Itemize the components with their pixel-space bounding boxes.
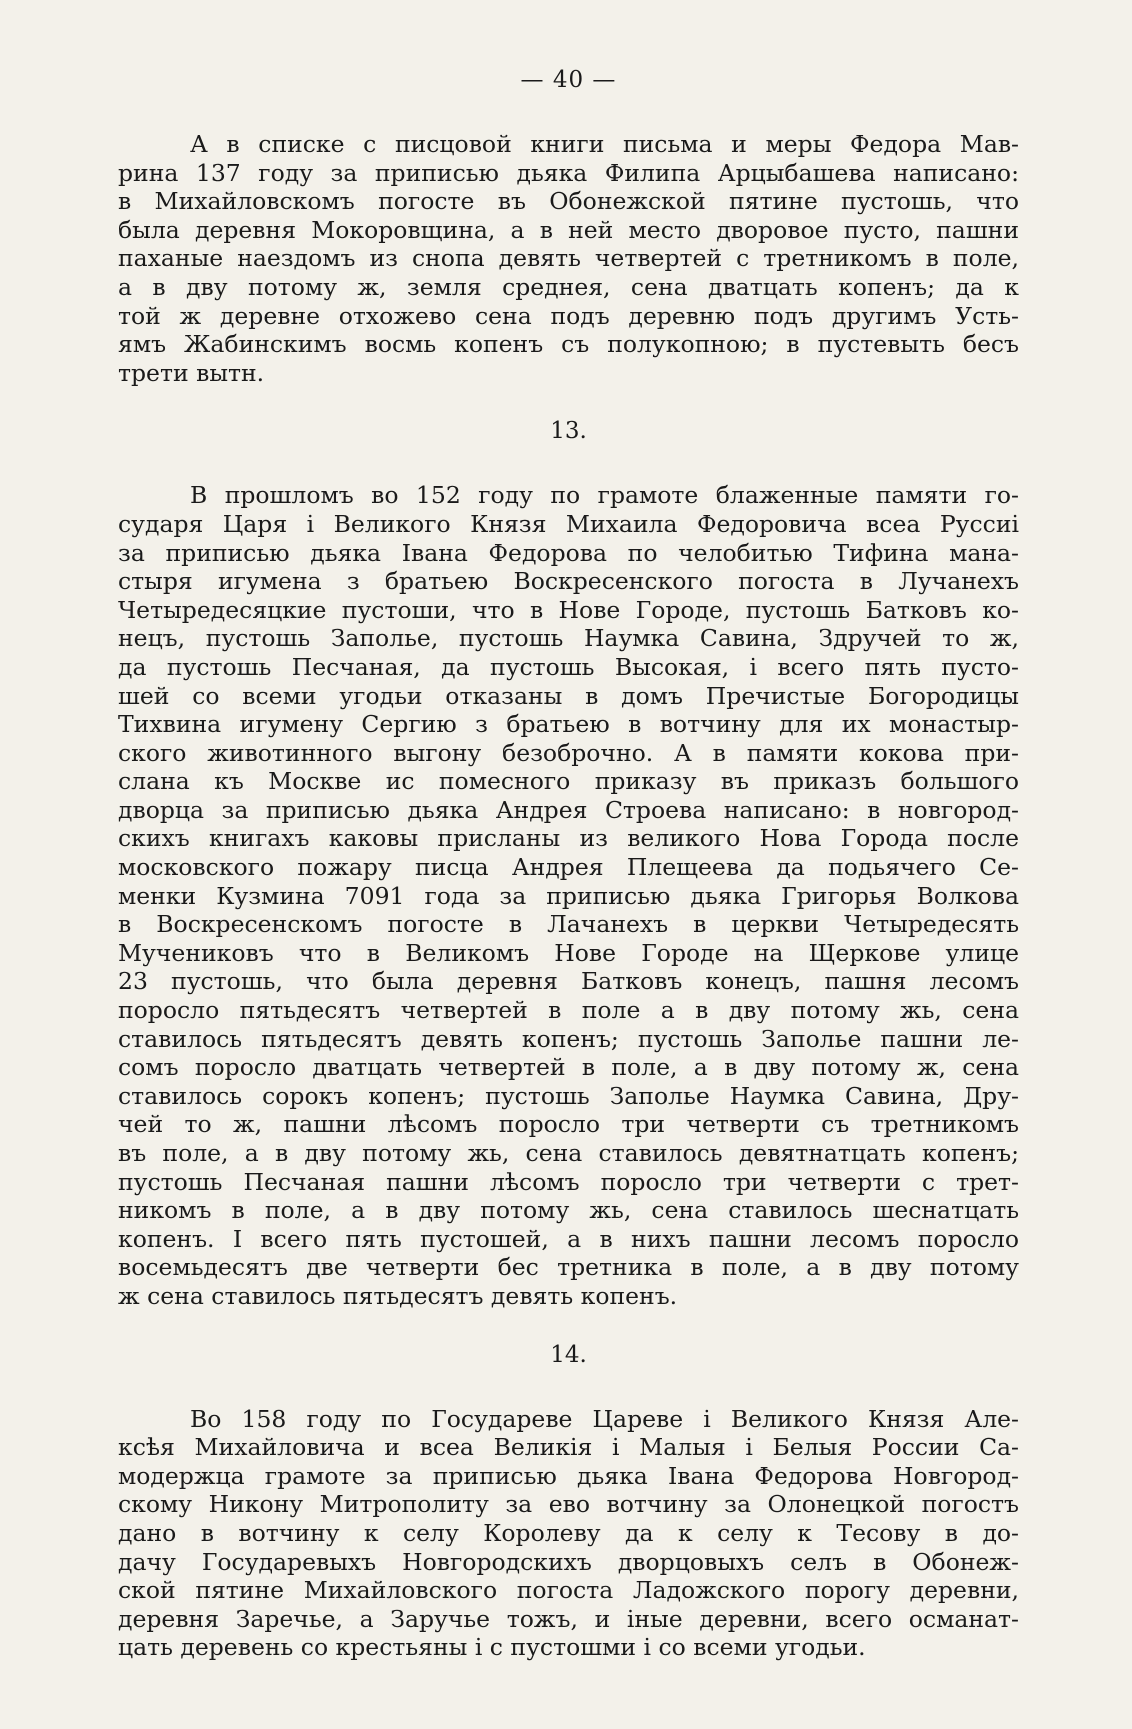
- text-line: Четыредесяцкие пустоши, что в Нове Городе, пустошь Батковъ ко-: [118, 595, 1019, 624]
- text-line: рина 137 году за приписью дьяка Филипа Арцыбашева написано:: [118, 158, 1019, 187]
- text-line: ставилось сорокъ копенъ; пустошь Заполье Наумка Савина, Дру-: [118, 1081, 1019, 1110]
- text-line: Тихвина игумену Сергию з братьею в вотчину для их монастыр-: [118, 710, 1019, 739]
- text-line: Мучениковъ что в Великомъ Нове Городе на Щеркове улице: [118, 938, 1019, 967]
- text-line: скихъ книгахъ каковы присланы из великого Нова Города после: [118, 824, 1019, 853]
- text-line: въ поле, а в дву потому жь, сена ставилось девятнатцать копенъ;: [118, 1139, 1019, 1167]
- text-line: цать деревень со крестьяны і с пустошми і со всеми угодьи.: [118, 1633, 866, 1662]
- text-line: ставилось пятьдесятъ девять копенъ; пустошь Заполье пашни ле-: [118, 1024, 1019, 1053]
- text-line: в Михайловскомъ погосте въ Обонежской пятине пустошь, что: [118, 187, 1019, 216]
- text-line: дано в вотчину к селу Королеву да к селу к Тесову в до-: [118, 1518, 1019, 1547]
- text-line: копенъ. І всего пять пустошей, а в нихъ пашни лесомъ поросло: [118, 1224, 1019, 1253]
- text-line: сомъ поросло дватцать четвертей в поле, а в дву потому ж, сена: [118, 1053, 1019, 1082]
- text-line: дворца за приписью дьяка Андрея Строева написано: в новгород-: [118, 795, 1019, 824]
- page-number: — 40 —: [520, 67, 617, 93]
- text-line: Во 158 году по Государеве Цареве і Великого Князя Але-: [190, 1404, 1019, 1433]
- text-line: за приписью дьяка Івана Федорова по челобитью Тифина мана-: [118, 538, 1019, 567]
- text-line: той ж деревне отхожево сена подъ деревню подъ другимъ Усть-: [118, 301, 1019, 330]
- text-line: В прошломъ во 152 году по грамоте блаженные памяти го-: [190, 481, 1019, 510]
- text-line: дачу Государевыхъ Новгородскихъ дворцовыхъ селъ в Обонеж-: [118, 1547, 1019, 1576]
- text-line: паханые наездомъ из снопа девять четвертей с третникомъ в поле,: [118, 244, 1019, 273]
- text-line: да пустошь Песчаная, да пустошь Высокая, і всего пять пусто-: [118, 652, 1019, 681]
- text-line: менки Кузмина 7091 года за приписью дьяка Григорья Волкова: [118, 881, 1019, 910]
- text-line: А в списке с писцовой книги письма и меры Федора Мав-: [190, 130, 1019, 158]
- section-number-14: 14.: [550, 1341, 587, 1368]
- text-line: ской пятине Михайловского погоста Ладожского порогу деревни,: [118, 1576, 1019, 1605]
- text-line: скому Никону Митрополиту за ево вотчину за Олонецкой погостъ: [118, 1490, 1019, 1519]
- text-line: ямъ Жабинскимъ восмь копенъ съ полукопною; в пустевыть бесъ: [118, 330, 1019, 359]
- text-line: поросло пятьдесятъ четвертей в поле а в дву потому жь, сена: [118, 996, 1019, 1025]
- text-line: трети вытн.: [118, 358, 265, 387]
- text-line: была деревня Мокоровщина, а в ней место дворовое пусто, пашни: [118, 215, 1019, 244]
- text-line: деревня Заречье, а Заручье тожъ, и іные деревни, всего османат-: [118, 1604, 1019, 1633]
- text-line: модержца грамоте за приписью дьяка Івана Федорова Новгород-: [118, 1461, 1019, 1490]
- text-line: никомъ в поле, а в дву потому жь, сена ставилось шеснатцать: [118, 1196, 1019, 1225]
- text-line: ксѣя Михайловича и всеа Великія і Малыя і Белыя России Са-: [118, 1433, 1019, 1462]
- text-line: пустошь Песчаная пашни лѣсомъ поросло три четверти с трет-: [118, 1167, 1019, 1196]
- text-line: чей то ж, пашни лѣсомъ поросло три четверти съ третникомъ: [118, 1110, 1019, 1139]
- text-line: стыря игумена з братьею Воскресенского погоста в Лучанехъ: [118, 567, 1019, 596]
- section-number-13: 13.: [550, 418, 587, 445]
- text-line: сударя Царя і Великого Князя Михаила Федоровича всеа Руссиі: [118, 509, 1019, 538]
- paragraph-1: [118, 130, 1019, 387]
- text-line: московского пожару писца Андрея Плещеева да подьячего Се-: [118, 853, 1019, 882]
- text-line: 23 пустошь, что была деревня Батковъ конецъ, пашня лесомъ: [118, 967, 1019, 996]
- text-line: восемьдесятъ две четверти бес третника в поле, а в дву потому: [118, 1253, 1019, 1282]
- text-line: шей со всеми угодьи отказаны в домъ Пречистые Богородицы: [118, 681, 1019, 710]
- paragraph-2: [118, 481, 1019, 1310]
- text-line: нецъ, пустошь Заполье, пустошь Наумка Савина, Здручей то ж,: [118, 624, 1019, 653]
- paragraph-3: [118, 1405, 1019, 1662]
- text-line: в Воскресенскомъ погосте в Лачанехъ в церкви Четыредесять: [118, 910, 1019, 939]
- text-line: ского животинного выгону безоброчно. А в памяти кокова при-: [118, 738, 1019, 767]
- text-line: ж сена ставилось пятьдесятъ девять копенъ.: [118, 1281, 678, 1310]
- text-line: слана къ Москве ис помесного приказу въ приказъ большого: [118, 767, 1019, 796]
- text-line: а в дву потому ж, земля среднея, сена дватцать копенъ; да к: [118, 272, 1019, 301]
